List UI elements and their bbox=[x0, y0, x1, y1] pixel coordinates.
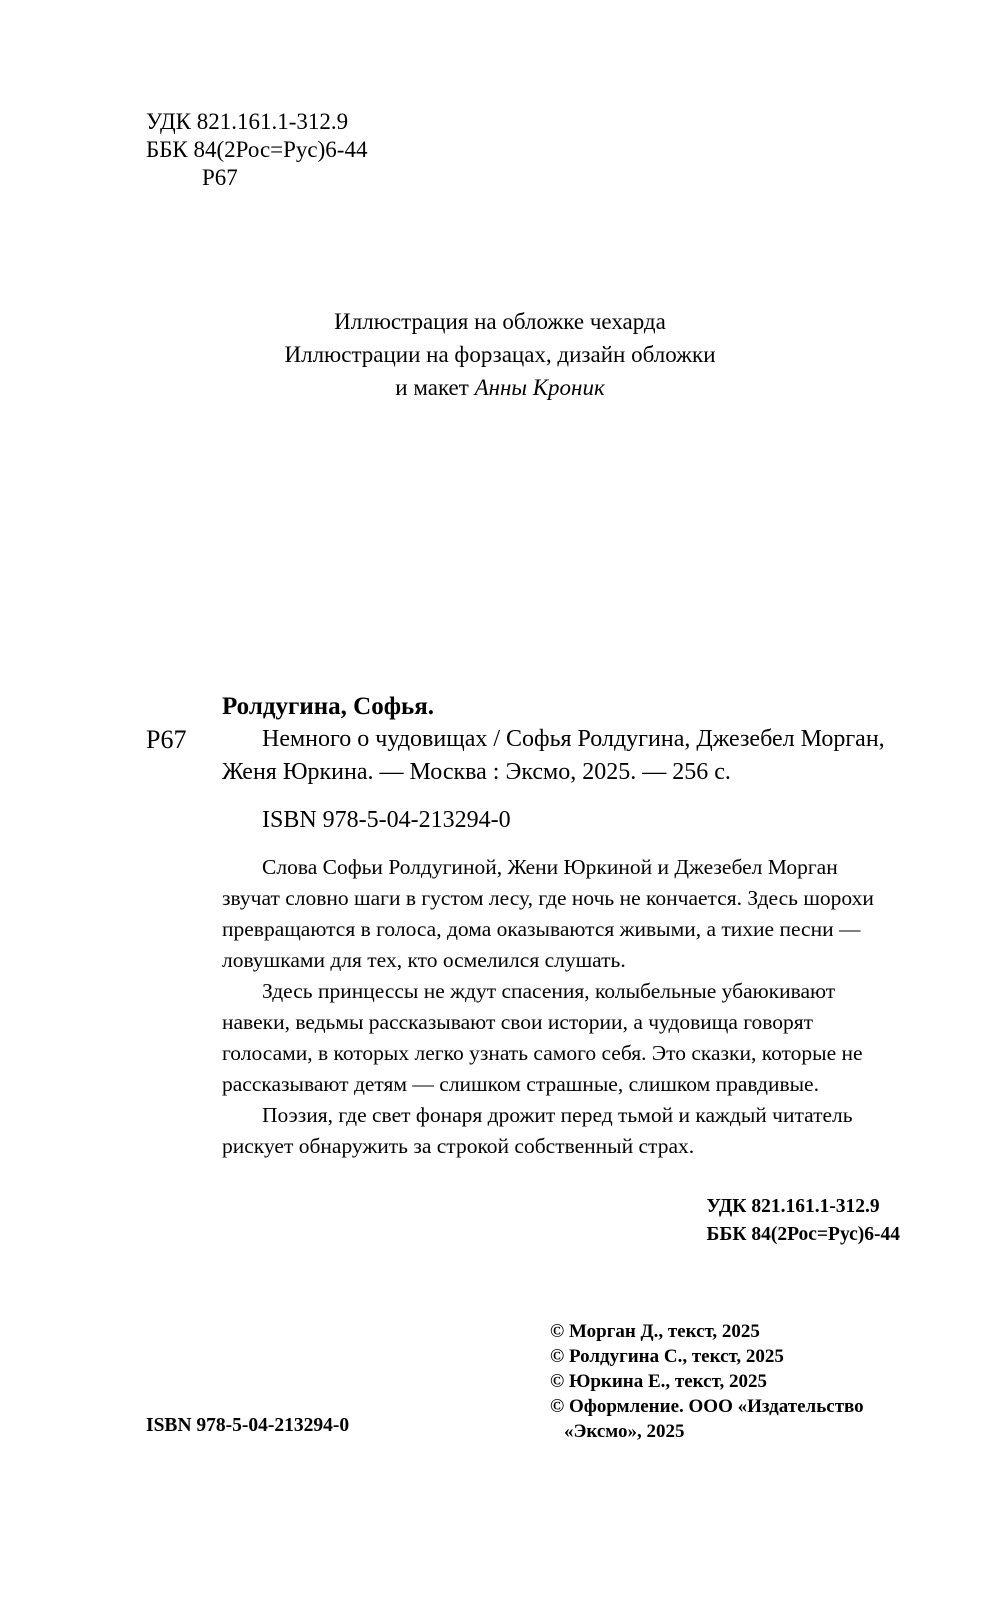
illustration-credits bbox=[0, 305, 1000, 404]
classification-codes bbox=[146, 108, 367, 192]
isbn-footer: ISBN 978-5-04-213294-0 bbox=[146, 1415, 350, 1436]
catalog-card bbox=[222, 690, 898, 1162]
credit-layout bbox=[0, 371, 1000, 404]
credit-layout-name: Анны Кроник bbox=[474, 375, 605, 400]
credit-cover-illustration: Иллюстрация на обложке чехарда bbox=[334, 309, 666, 334]
card-isbn: ISBN 978-5-04-213294-0 bbox=[262, 807, 511, 833]
card-author-heading: Ролдугина, Софья. bbox=[222, 693, 434, 720]
author-mark: Р67 bbox=[202, 165, 238, 190]
copyright-line: «Эксмо», 2025 bbox=[564, 1421, 685, 1442]
bibliographic-description: Немного о чудовищах / Софья Ролдугина, Джезебел Морган, Женя Юркина. — Москва : Эксмо, 2025. — 256 с. bbox=[222, 726, 885, 785]
card-udk-code: УДК 821.161.1-312.9 bbox=[706, 1196, 880, 1217]
bbk-code: ББК 84(2Рос=Рус)6-44 bbox=[146, 137, 368, 162]
udk-code: УДК 821.161.1-312.9 bbox=[146, 109, 349, 134]
annotation-paragraph: Здесь принцессы не ждут спасения, колыбельные убаюкивают навеки, ведьмы рассказывают свои истории, а чудовища говорят голосами, в которых легко узнать самого себя. Это сказки, которые не рассказывают детям — слишком страшные, слишком правдивые. bbox=[222, 979, 863, 1096]
annotation-paragraph: Слова Софьи Ролдугиной, Жени Юркиной и Джезебел Морган звучат словно шаги в густом лесу, где ночь не кончается. Здесь шорохи превращаются в голоса, дома оказываются живыми, а тихие песни — ловушками для тех, кто осмелился слушать. bbox=[222, 855, 874, 972]
copyright-line: © Ролдугина С., текст, 2025 bbox=[550, 1346, 784, 1367]
annotation-paragraph: Поэзия, где свет фонаря дрожит перед тьмой и каждый читатель рискует обнаружить за строкой собственный страх. bbox=[222, 1103, 853, 1158]
credit-layout-prefix: и макет bbox=[395, 375, 475, 400]
credit-endpapers-design: Иллюстрации на форзацах, дизайн обложки bbox=[284, 342, 716, 367]
copyright-line: © Оформление. ООО «Издательство bbox=[550, 1396, 864, 1417]
card-classification-codes bbox=[707, 1193, 900, 1249]
copyright-block bbox=[550, 1319, 930, 1444]
card-bbk-code: ББК 84(2Рос=Рус)6-44 bbox=[706, 1224, 900, 1245]
copyright-line: © Юркина Е., текст, 2025 bbox=[550, 1371, 767, 1392]
card-author-mark: Р67 bbox=[146, 725, 187, 754]
copyright-line: © Морган Д., текст, 2025 bbox=[550, 1321, 760, 1342]
